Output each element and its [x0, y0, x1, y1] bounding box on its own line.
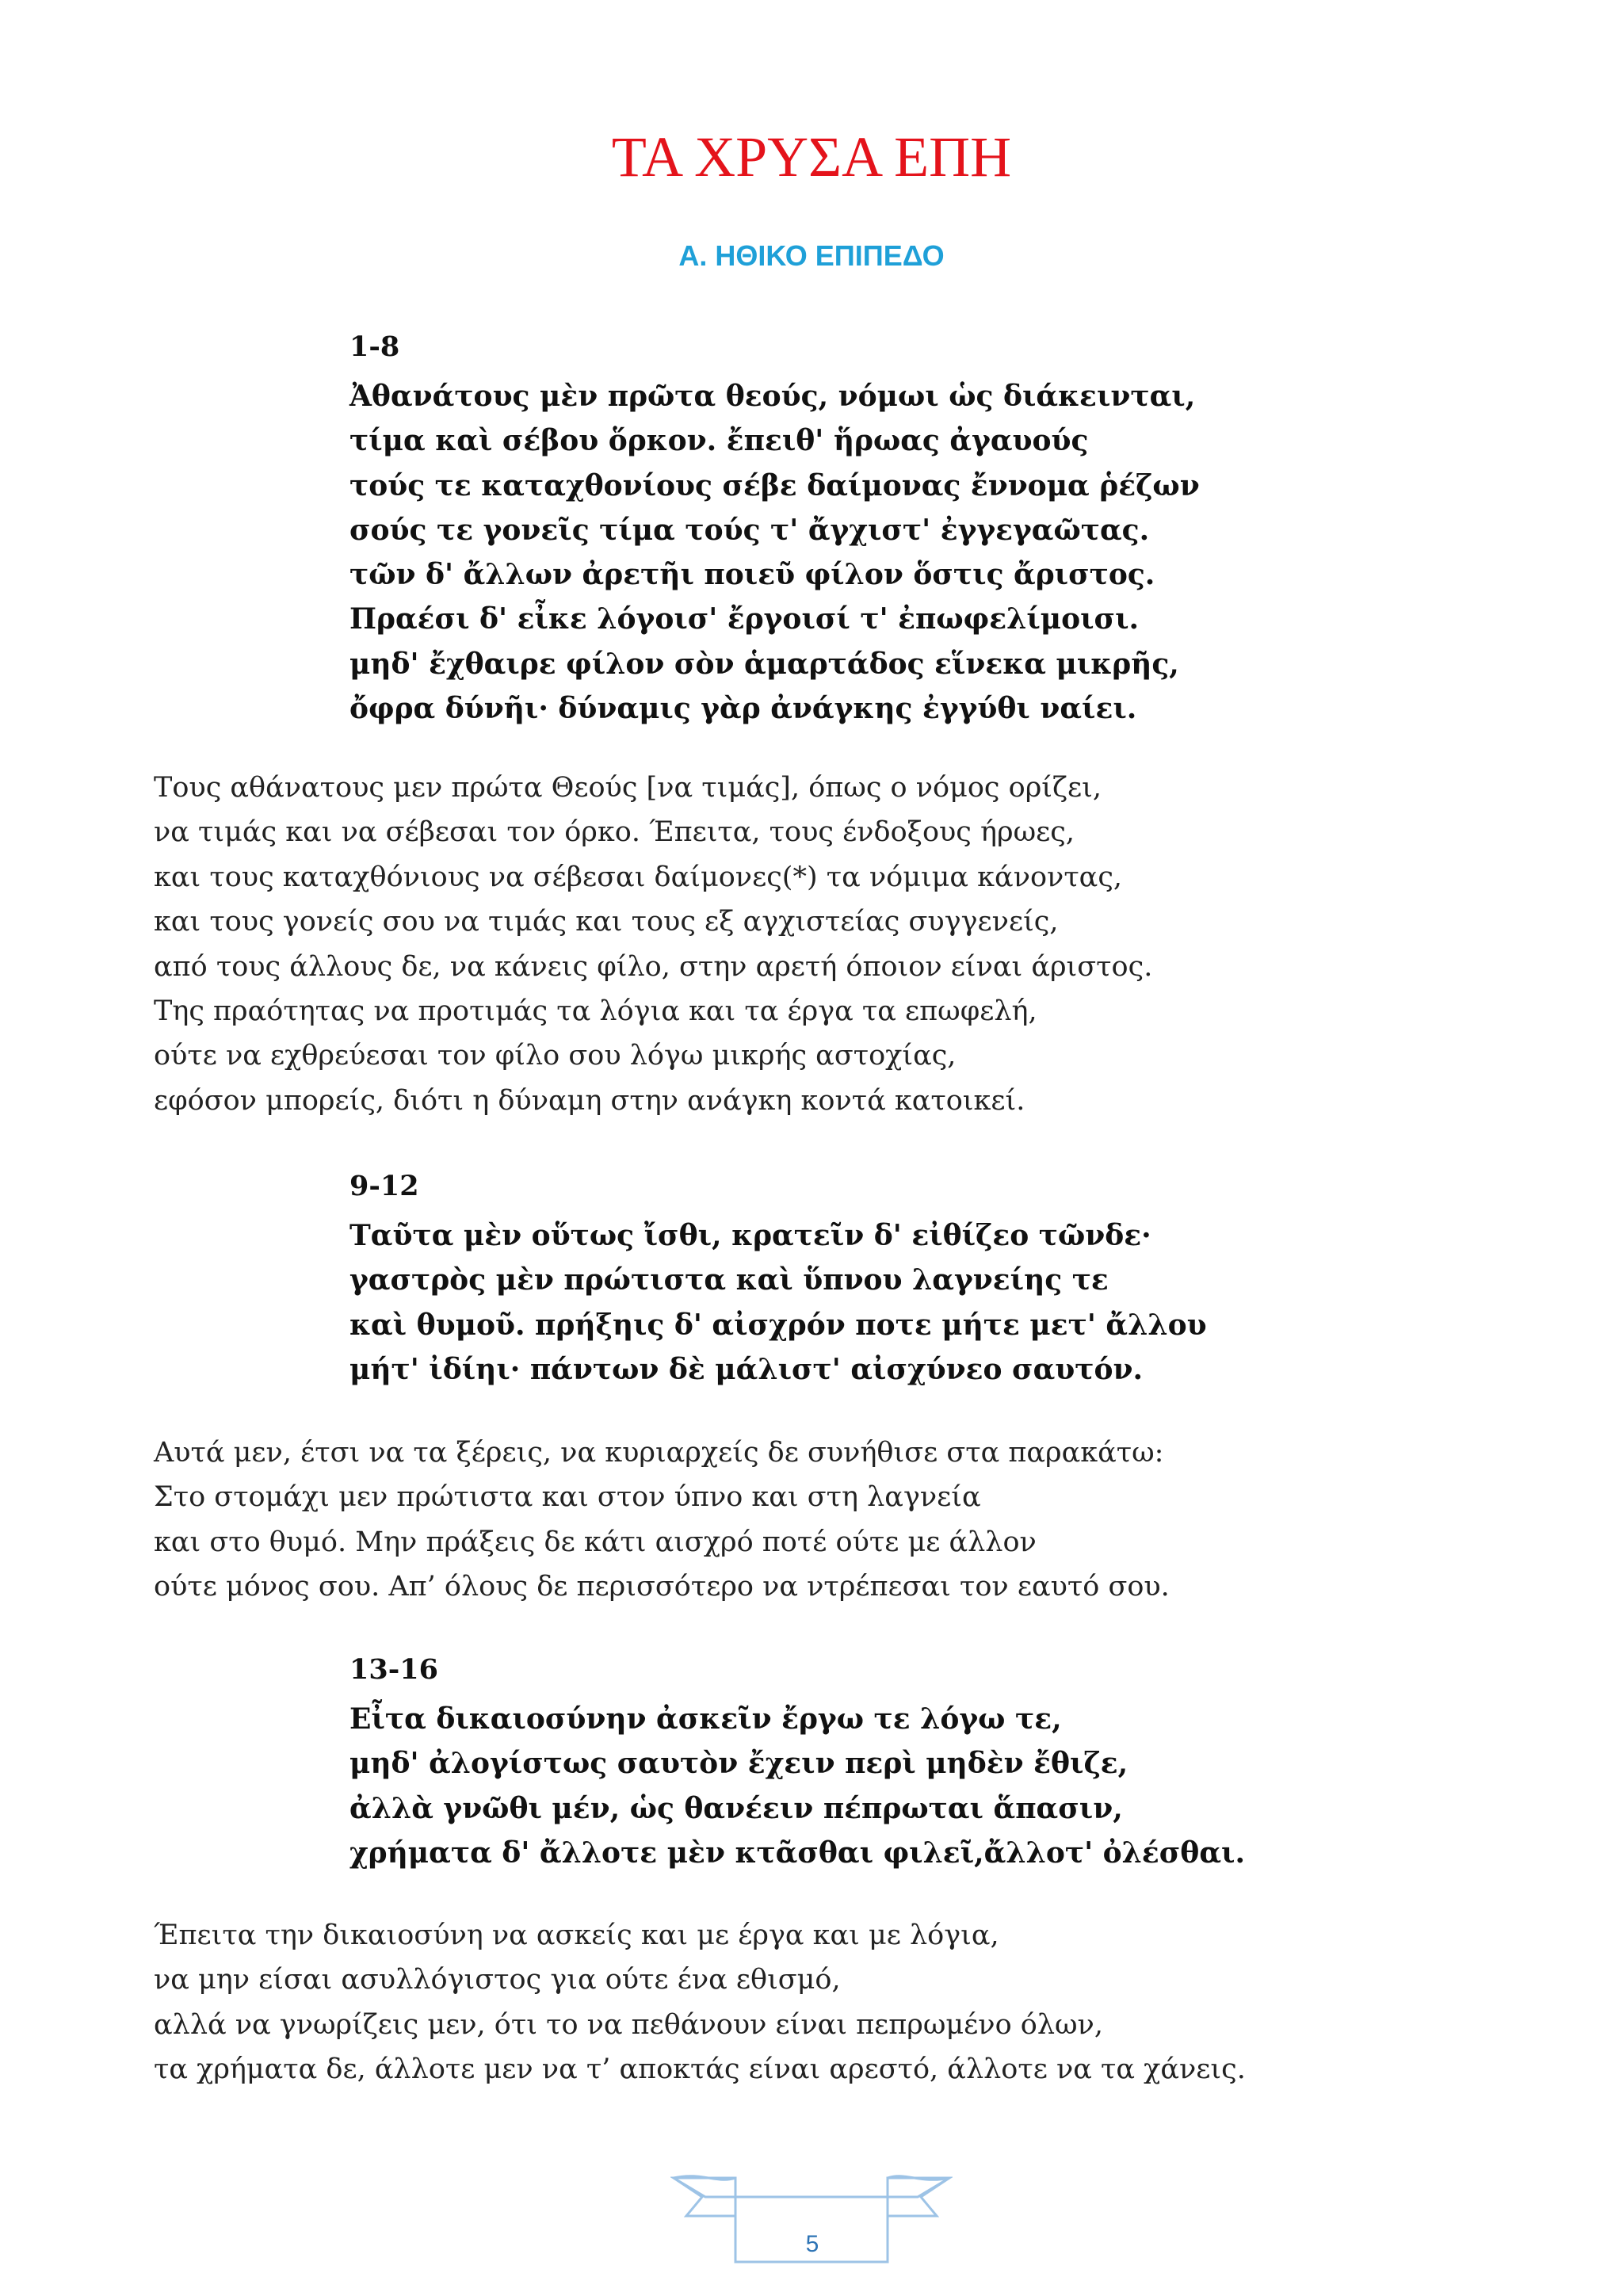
greek-verse-line: τούς τε καταχθονίους σέβε δαίμονας ἔννομα ῥέζων [349, 468, 1200, 502]
translation-line: εφόσον μπορείς, διότι η δύναμη στην ανάγκη κοντά κατοικεί. [154, 1084, 1025, 1117]
greek-verse-block-1-8 [349, 330, 1200, 731]
greek-verse-line: τῶν δ' ἄλλων ἀρετῆι ποιεῦ φίλον ὅστις ἄριστος. [349, 558, 1155, 592]
translation-line: Αυτά μεν, έτσι να τα ξέρεις, να κυριαρχείς δε συνήθισε στα παρακάτω: [154, 1437, 1164, 1469]
greek-verse-block-9-12 [349, 1169, 1207, 1392]
translation-line: από τους άλλους δε, να κάνεις φίλο, στην αρετή όποιον είναι άριστος. [154, 950, 1153, 983]
translation-line: αλλά να γνωρίζεις μεν, ότι το να πεθάνουν είναι πεπρωμένο όλων, [154, 2008, 1103, 2041]
greek-verse-line: καὶ θυμοῦ. πρήξηις δ' αἰσχρόν ποτε μήτε μετ' ἄλλου [349, 1308, 1207, 1342]
greek-verse-line: μήτ' ἰδίηι· πάντων δὲ μάλιστ' αἰσχύνεο σαυτόν. [349, 1352, 1144, 1386]
translation-line: Τους αθάνατους μεν πρώτα Θεούς [να τιμάς], όπως ο νόμος ορίζει, [154, 772, 1102, 804]
translation-line: και τους καταχθόνιους να σέβεσαι δαίμονες(*) τα νόμιμα κάνοντας, [154, 861, 1123, 893]
greek-verse-line: μηδ' ἀλογίστως σαυτὸν ἔχειν περὶ μηδὲν ἔθιζε, [349, 1747, 1128, 1781]
translation-line: και τους γονείς σου να τιμάς και τους εξ αγχιστείας συγγενείς, [154, 906, 1059, 938]
translation-block-13-16 [154, 1913, 1246, 2092]
translation-line: ούτε μόνος σου. Απ’ όλους δε περισσότερο να ντρέπεσαι τον εαυτό σου. [154, 1571, 1170, 1603]
greek-verse-line: Εἶτα δικαιοσύνην ἀσκεῖν ἔργω τε λόγω τε, [349, 1702, 1062, 1736]
greek-verse-line: μηδ' ἔχθαιρε φίλον σὸν ἁμαρτάδος εἵνεκα μικρῆς, [349, 647, 1179, 681]
page-number: 5 [805, 2231, 819, 2257]
translation-block-1-8 [154, 766, 1152, 1123]
greek-verse-block-13-16 [349, 1652, 1245, 1875]
greek-verse-line: ὄφρα δύνῆι· δύναμις γὰρ ἀνάγκης ἐγγύθι ναίει. [349, 692, 1137, 726]
greek-verse-line: τίμα καὶ σέβου ὅρκον. ἔπειθ' ἥρωας ἀγαυούς [349, 424, 1089, 458]
section-heading: Α. ΗΘΙΚΟ ΕΠΙΠΕΔΟ [678, 239, 945, 272]
page-title: ΤΑ ΧΡΥΣΑ ΕΠΗ [611, 125, 1012, 189]
greek-verse-line: Ταῦτα μὲν οὕτως ἴσθι, κρατεῖν δ' εἰθίζεο τῶνδε· [349, 1219, 1151, 1252]
translation-line: να μην είσαι ασυλλόγιστος για ούτε ένα εθισμό, [154, 1964, 841, 1996]
translation-line: ούτε να εχθρεύεσαι τον φίλο σου λόγω μικρής αστοχίας, [154, 1040, 957, 1072]
translation-line: να τιμάς και να σέβεσαι τον όρκο. Έπειτα, τους ένδοξους ήρωες, [154, 816, 1075, 849]
greek-verse-line: Ἀθανάτους μὲν πρῶτα θεούς, νόμωι ὡς διάκεινται, [349, 380, 1196, 413]
verse-range-label: 1-8 [349, 330, 400, 363]
greek-verse-line: γαστρὸς μὲν πρώτιστα καὶ ὕπνου λαγνείης τε [349, 1263, 1109, 1297]
translation-line: και στο θυμό. Μην πράξεις δε κάτι αισχρό ποτέ ούτε με άλλον [154, 1526, 1037, 1558]
translation-line: Της πραότητας να προτιμάς τα λόγια και τα έργα τα επωφελή, [154, 995, 1037, 1028]
greek-verse-line: σούς τε γονεῖς τίμα τούς τ' ἄγχιστ' ἐγγεγαῶτας. [349, 513, 1150, 547]
translation-line: Έπειτα την δικαιοσύνη να ασκείς και με έργα και με λόγια, [154, 1920, 999, 1951]
verse-range-label: 9-12 [349, 1170, 419, 1202]
translation-line: τα χρήματα δε, άλλοτε μεν να τ’ αποκτάς είναι αρεστό, άλλοτε να τα χάνεις. [154, 2053, 1246, 2086]
greek-verse-line: χρήματα δ' ἄλλοτε μὲν κτᾶσθαι φιλεῖ,ἄλλοτ' ὀλέσθαι. [349, 1836, 1245, 1870]
greek-verse-line: ἀλλὰ γνῶθι μέν, ὡς θανέειν πέπρωται ἅπασιν, [349, 1791, 1123, 1825]
translation-block-9-12 [154, 1431, 1170, 1610]
translation-line: Στο στομάχι μεν πρώτιστα και στον ύπνο και στη λαγνεία [154, 1481, 981, 1514]
greek-verse-line: Πραέσι δ' εἶκε λόγοισ' ἔργοισί τ' ἐπωφελίμοισι. [349, 602, 1140, 636]
verse-range-label: 13-16 [349, 1653, 438, 1686]
